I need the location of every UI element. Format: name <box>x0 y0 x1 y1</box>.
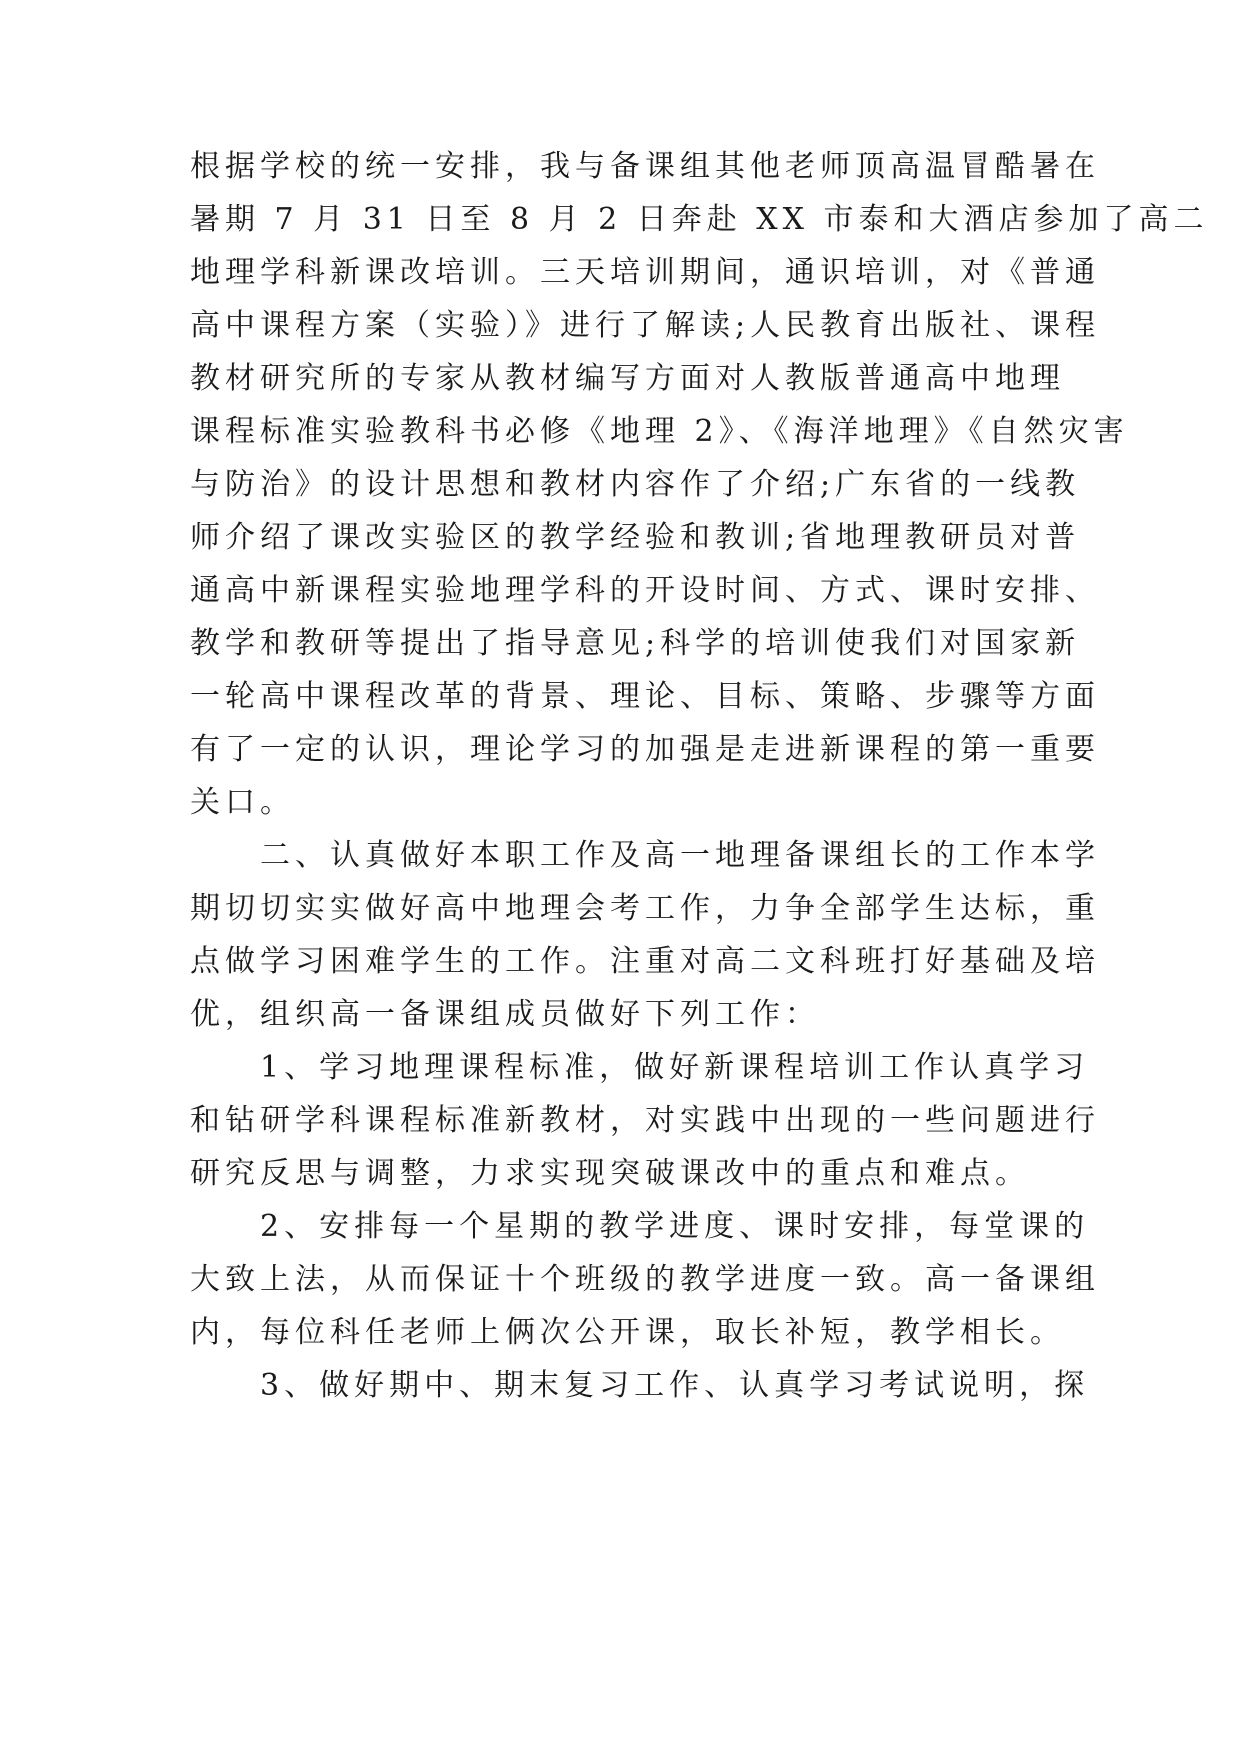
text-line: 二、认真做好本职工作及高一地理备课组长的工作本学 <box>190 838 1100 873</box>
text-line: 大致上法，从而保证十个班级的教学进度一致。高一备课组 <box>190 1262 1100 1297</box>
text-line: 有了一定的认识，理论学习的加强是走进新课程的第一重要 <box>190 732 1100 767</box>
text-line: 一轮高中课程改革的背景、理论、目标、策略、步骤等方面 <box>190 679 1100 714</box>
text-line: 根据学校的统一安排，我与备课组其他老师顶高温冒酷暑在 <box>190 149 1100 184</box>
text-line: 点做学习困难学生的工作。注重对高二文科班打好基础及培 <box>190 944 1100 979</box>
text-line: 2、安排每一个星期的教学进度、课时安排，每堂课的 <box>190 1209 1090 1244</box>
text-line: 3、做好期中、期末复习工作、认真学习考试说明，探 <box>190 1368 1090 1403</box>
text-line: 与防治》的设计思想和教材内容作了介绍;广东省的一线教 <box>190 467 1081 502</box>
text-line: 师介绍了课改实验区的教学经验和教训;省地理教研员对普 <box>190 520 1081 555</box>
text-line: 内，每位科任老师上俩次公开课，取长补短，教学相长。 <box>190 1315 1065 1350</box>
text-line: 教学和教研等提出了指导意见;科学的培训使我们对国家新 <box>190 626 1081 661</box>
text-line: 暑期 7 月 31 日至 8 月 2 日奔赴 XX 市泰和大酒店参加了高二 <box>190 202 1209 237</box>
text-line: 和钻研学科课程标准新教材，对实践中出现的一些问题进行 <box>190 1103 1100 1138</box>
text-line: 高中课程方案（实验）》进行了解读;人民教育出版社、课程 <box>190 308 1101 343</box>
text-line: 课程标准实验教科书必修《地理 2》、《海洋地理》《自然灾害 <box>190 414 1129 449</box>
text-line: 教材研究所的专家从教材编写方面对人教版普通高中地理 <box>190 361 1065 396</box>
text-line: 关口。 <box>190 785 295 820</box>
text-line: 1、学习地理课程标准，做好新课程培训工作认真学习 <box>190 1050 1090 1085</box>
text-line: 优，组织高一备课组成员做好下列工作： <box>190 997 820 1032</box>
text-line: 通高中新课程实验地理学科的开设时间、方式、课时安排、 <box>190 573 1100 608</box>
text-line: 地理学科新课改培训。三天培训期间，通识培训，对《普通 <box>190 255 1100 290</box>
text-line: 研究反思与调整，力求实现突破课改中的重点和难点。 <box>190 1156 1030 1191</box>
text-line: 期切切实实做好高中地理会考工作，力争全部学生达标，重 <box>190 891 1100 926</box>
